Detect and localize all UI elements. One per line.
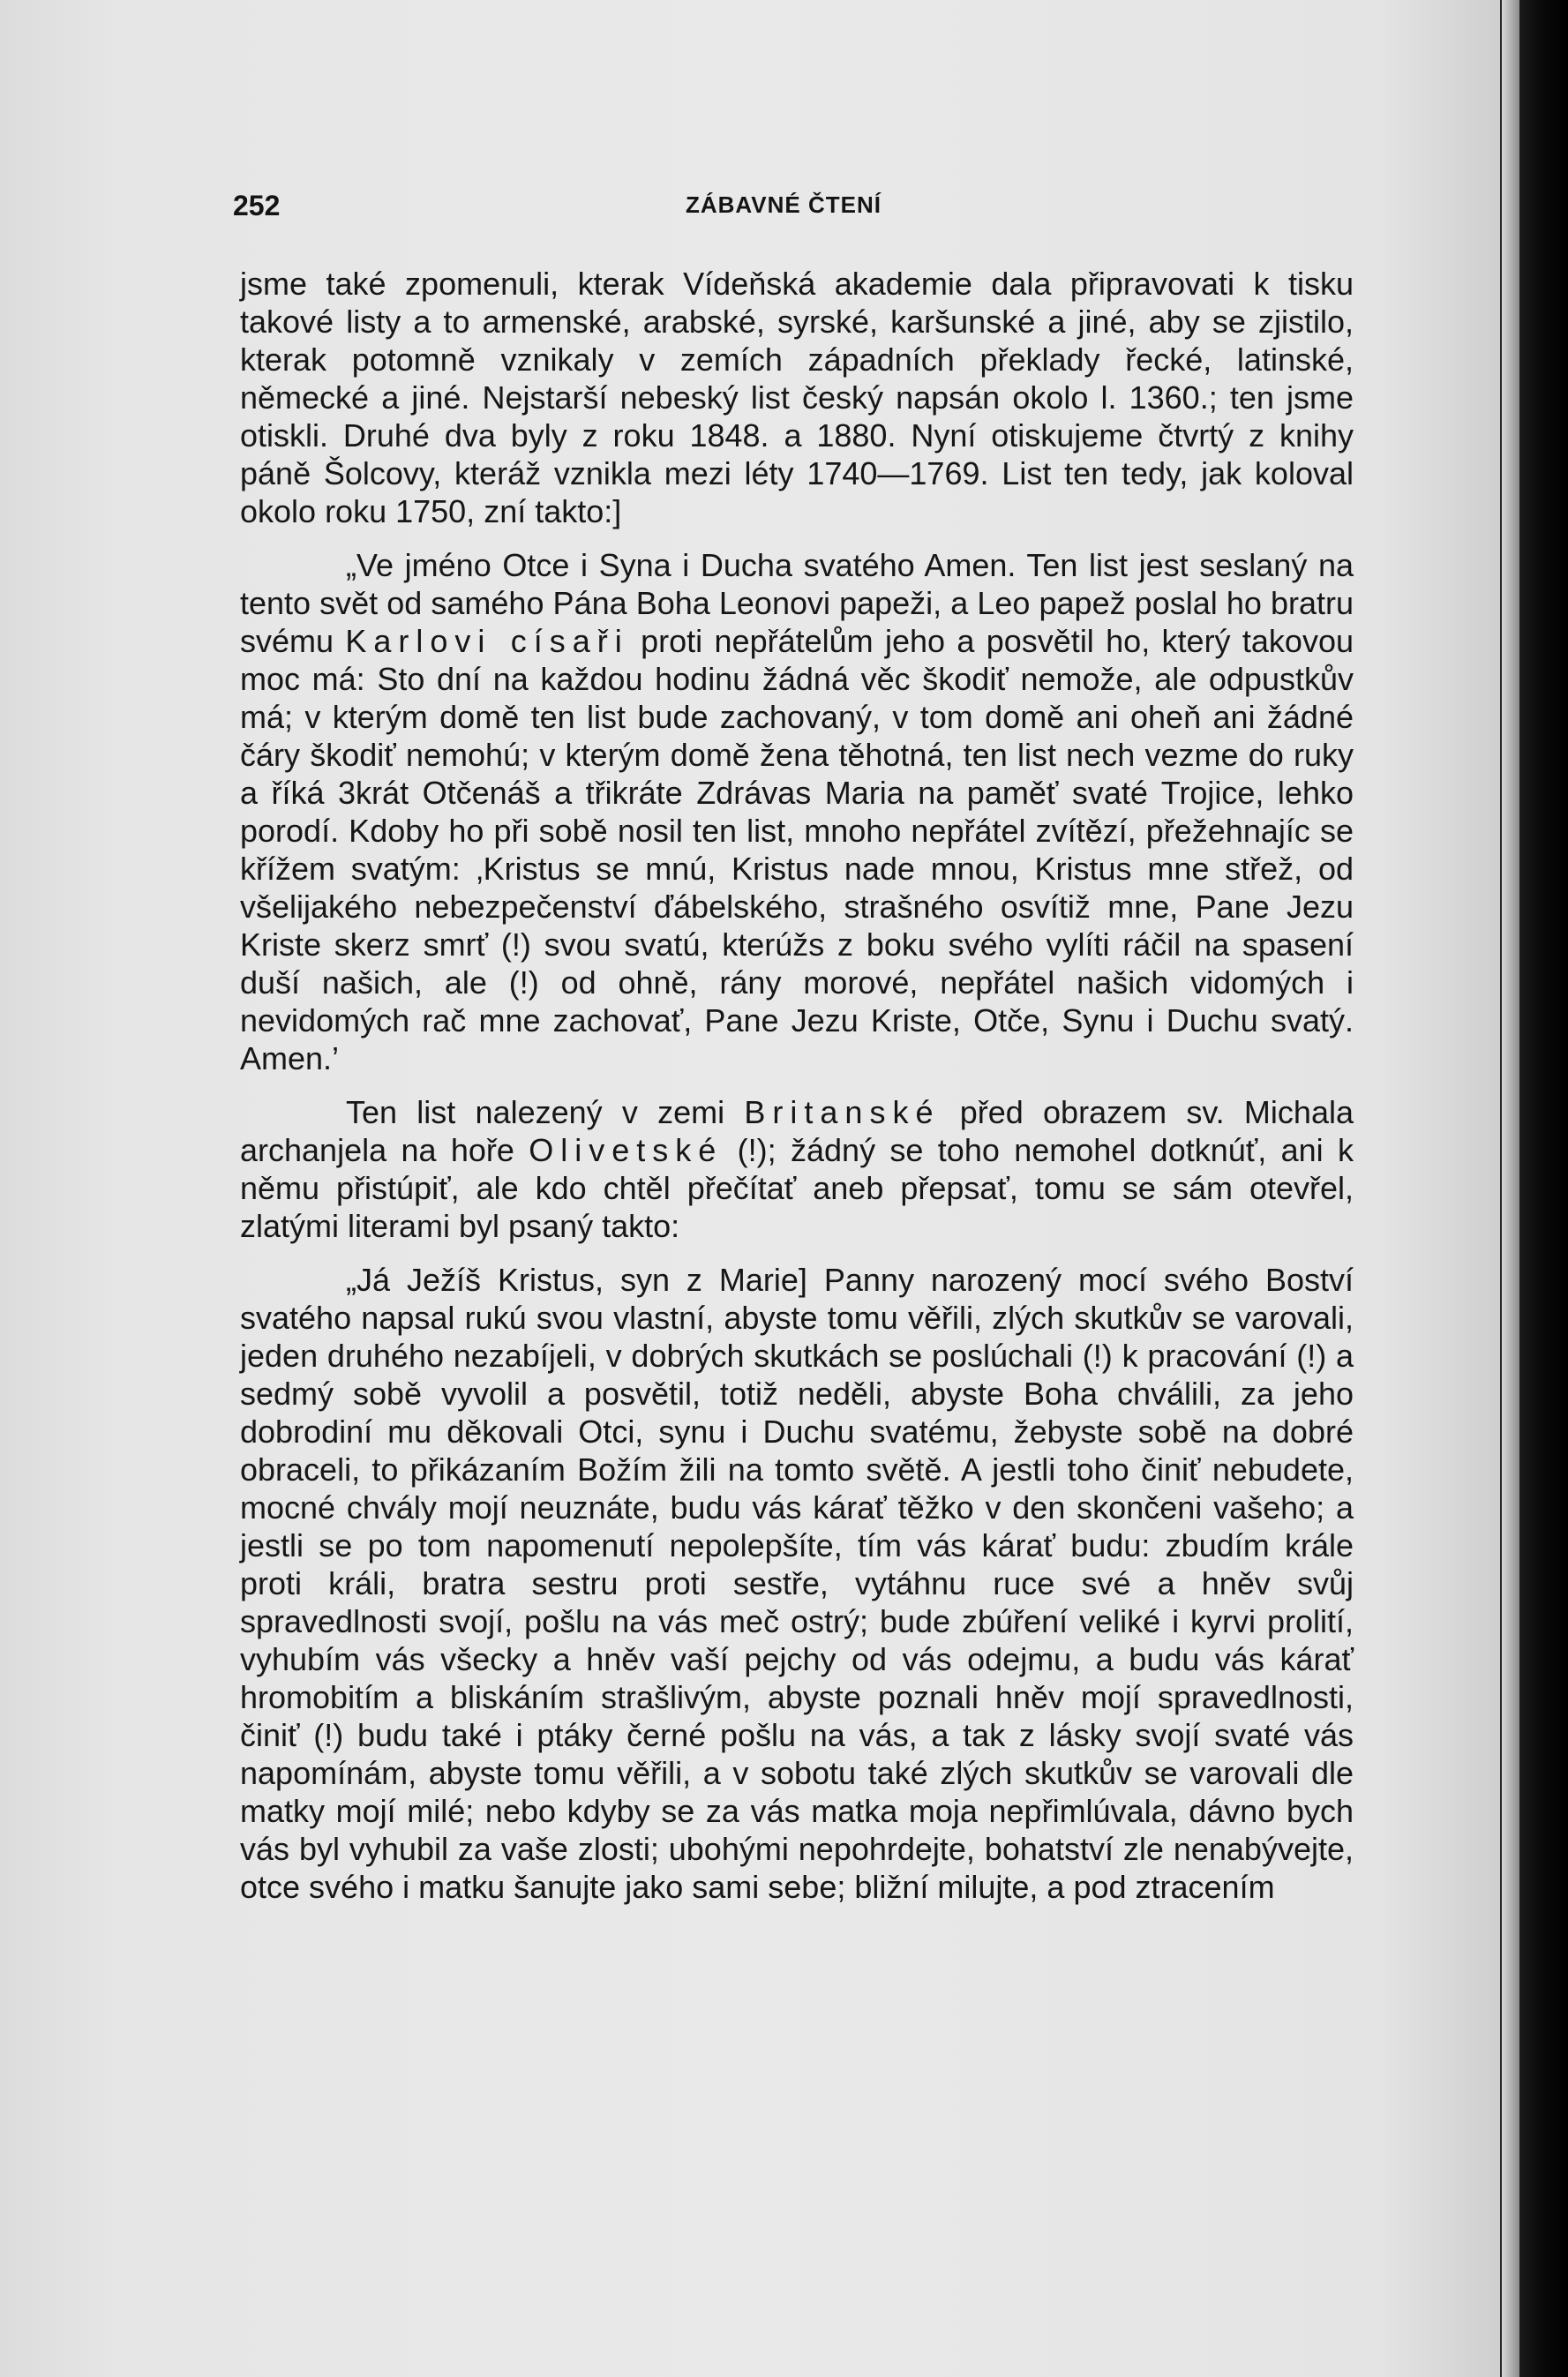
spaced-text-segment: Britanské: [744, 1094, 941, 1130]
page-header: [0, 181, 1500, 225]
text-segment: Ten list nalezený v zemi: [346, 1094, 745, 1130]
paragraph-found-letter: [240, 1093, 1354, 1245]
spaced-text-segment: Karlovi císaři: [345, 623, 629, 659]
text-segment: „Já Ježíš Kristus, syn z Marie] Panny narozený mocí svého Boství svatého napsal rukú svou vlastní, abyste tomu věřili, zlých skutkův se varovali, jeden druhého nezabíjeli, v dobrých skutkách se poslúchali (!) k pracování (!) a sedmý sobě vyvolil a posvětil, totiž neděli, abyste Boha chválili, za jeho dobrodiní mu děkovali Otci, synu i Duchu svatému, žebyste sobě na dobré obraceli, to přikázaním Božím žili na tomto světě. A jestli toho činiť nebudete, mocné chvály mojí neuznáte, budu vás kárať těžko v den skončeni vašeho; a jestli se po tom napomenutí nepolepšíte, tím vás kárať budu: zbudím krále proti králi, bratra sestru proti sestře, vytáhnu ruce své a hněv svůj spravedlnosti svojí, pošlu na vás meč ostrý; bude zbúření veliké i kyrvi prolití, vyhubím vás všecky a hněv vaší pejchy od vás odejmu, a budu vás kárať hromobitím a bliskáním strašlivým, abyste poznali hněv mojí spravedlnosti, činiť (!) budu také i ptáky černé pošlu na vás, a tak z lásky svojí svaté vás napomínám, abyste tomu věřili, a v sobotu také zlých skutkův se varovali dle matky mojí milé; nebo kdyby se za vás matka moja nepřimlúvala, dávno bych vás byl vyhubil za vaše zlosti; ubohými nepohrdejte, bohatství zle nenabývejte, otce svého i matku šanujte jako sami sebe; bližní milujte, a pod ztracením: [240, 1262, 1354, 1905]
text-segment: „Ve jméno Otce i Syna i Ducha svatého Amen. Ten list jest seslaný na tento svět od samého Pána Boha Leonovi papeži, a Leo papež poslal ho bratru svému: [240, 547, 1354, 659]
spaced-text-segment: Olivetské: [529, 1132, 724, 1168]
running-title: ZÁBAVNÉ ČTENÍ: [686, 191, 882, 218]
binding-edge: [1502, 0, 1519, 2377]
text-segment: před obrazem sv. Michala archanjela na hoře: [240, 1094, 1354, 1168]
page-number: 252: [233, 190, 281, 221]
body-text: [240, 265, 1354, 1922]
paragraph-jesus-letter: [240, 1261, 1354, 1906]
text-segment: proti nepřátelům jeho a posvětil ho, který takovou moc má: Sto dní na každou hodinu žádná věc škodiť nemože, ale odpustkův má; v kterým domě ten list bude zachovaný, v tom domě ani oheň ani žádné čáry škodiť nemohú; v kterým domě žena těhotná, ten list nech vezme do ruky a říká 3krát Otčenáš a třikráte Zdrávas Maria na paměť svaté Trojice, lehko porodí. Kdoby ho při sobě nosil ten list, mnoho nepřátel zvítězí, přežehnajíc se křížem svatým: ‚Kristus se mnú, Kristus nade mnou, Kristus mne střež, od všelijakého nebezpečenství ďábelského, strašného osvítiž mne, Pane Jezu Kriste skerz smrť (!) svou svatú, kterúžs z boku svého vylíti ráčil na spasení duší našich, ale (!) od ohně, rány morové, nepřátel našich vidomých i nevidomých rač mne zachovať, Pane Jezu Kriste, Otče, Synu i Duchu svatý. Amen.’: [240, 623, 1354, 1076]
paragraph-letter-of-heaven: [240, 546, 1354, 1077]
text-segment: (!); žádný se toho nemohel dotknúť, ani k němu přistúpiť, ale kdo chtěl přečítať aneb přepsať, tomu se sám otevřel, zlatými literami byl psaný takto:: [240, 1132, 1354, 1244]
text-segment: jsme také zpomenuli, kterak Vídeňská akademie dala připravovati k tisku takové listy a to armenské, arabské, syrské, karšunské a jiné, aby se zjistilo, kterak potomně vznikaly v zemích západních překlady řecké, latinské, německé a jiné. Nejstarší nebeský list český napsán okolo l. 1360.; ten jsme otiskli. Druhé dva byly z roku 1848. a 1880. Nyní otiskujeme čtvrtý z knihy páně Šolcovy, kteráž vznikla mezi léty 1740—1769. List ten tedy, jak koloval okolo roku 1750, zní takto:]: [240, 266, 1354, 529]
paragraph-intro: [240, 265, 1354, 530]
